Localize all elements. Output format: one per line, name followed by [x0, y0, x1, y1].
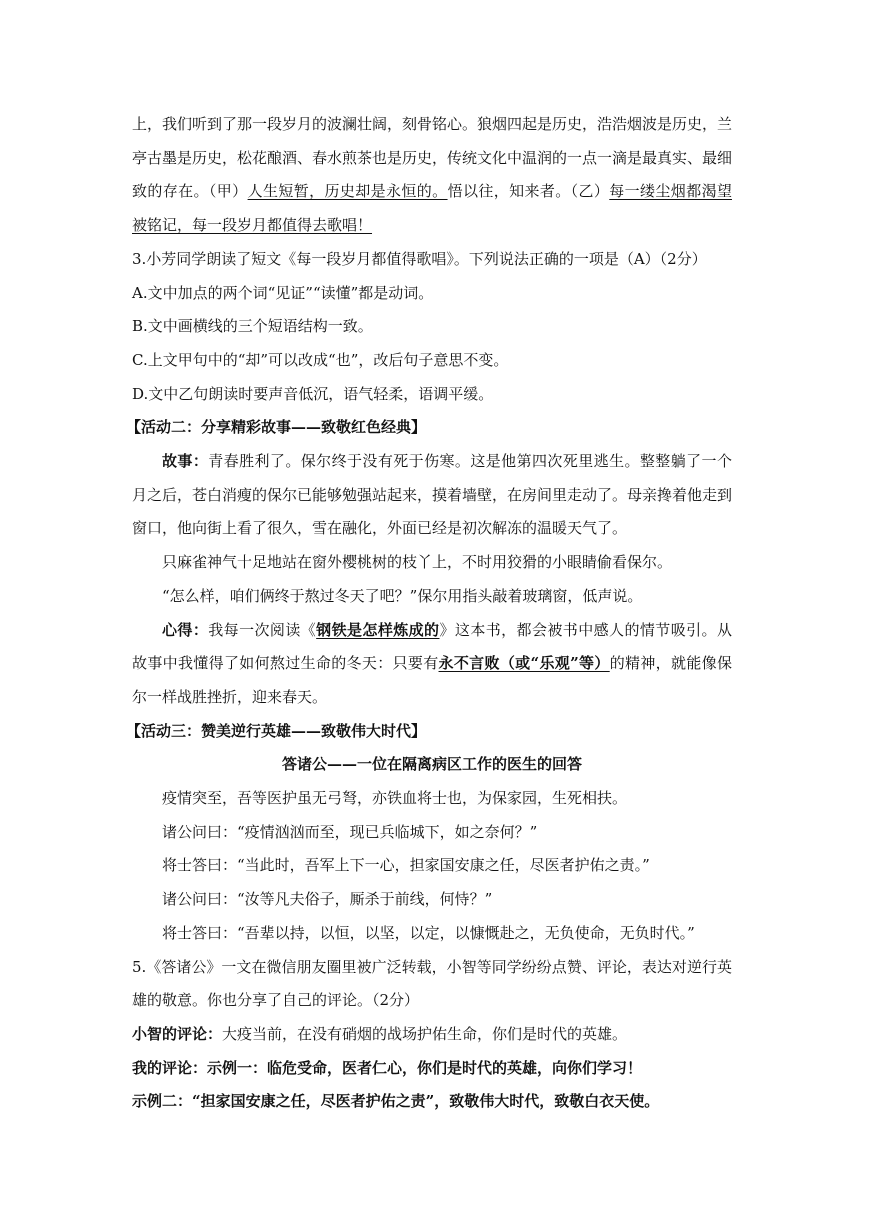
question-3-option-b: B.文中画横线的三个短语结构一致。: [132, 317, 373, 336]
essay-line: 将士答曰：“吾辈以持，以恒，以坚，以定，以慷慨赴之，无负使命，无负时代。”: [162, 923, 695, 942]
my-comment-example-2: 示例二：“担家国安康之任，尽医者护佑之责”，致敬伟大时代，致敬白衣天使。: [132, 1092, 660, 1111]
question-3-option-c: C.上文甲句中的“却”可以改成“也”，改后句子意思不变。: [132, 350, 509, 369]
passage-paragraph: [132, 108, 732, 243]
activity-2-heading: 【活动二：分享精彩故事——致敬红色经典】: [126, 418, 427, 437]
essay-line: 疫情突至，吾等医护虽无弓弩，亦铁血将士也，为保家园，生死相扶。: [162, 789, 628, 808]
xiaozhi-label: 小智的评论：: [132, 1024, 223, 1043]
insight-paragraph: [132, 614, 732, 715]
insight-text-b: 》这本书，都会被书中感人的情节吸引。从故事中我懂得了如何熬过生命的冬天：只要有: [132, 620, 732, 673]
insight-label: 心得：: [162, 620, 209, 639]
essay-line: 诸公问曰：“汝等凡夫俗子，厮杀于前线，何恃？”: [162, 890, 493, 909]
jia-label: （甲）: [208, 182, 248, 201]
essay-title: 答诸公——一位在隔离病区工作的医生的回答: [281, 755, 582, 774]
jia-sentence: 人生短暂，历史却是永恒的。: [247, 182, 448, 201]
essay-line: 诸公问曰：“疫情汹汹而至，现已兵临城下，如之奈何？”: [162, 822, 538, 841]
xiaozhi-text: 大疫当前，在没有硝烟的战场护佑生命，你们是时代的英雄。: [222, 1024, 628, 1043]
yi-label: （乙）: [570, 182, 610, 201]
story-label: 故事：: [162, 452, 209, 471]
story-dialogue-line: “怎么样，咱们俩终于熬过冬天了吧？”保尔用指头敲着玻璃窗，低声说。: [162, 586, 643, 605]
my-comment-example-1: 我的评论：示例一：临危受命，医者仁心，你们是时代的英雄，向你们学习！: [132, 1058, 643, 1077]
spirit-answer: 永不言败（或“乐观”等）: [438, 654, 610, 673]
passage-mid: 悟以往，知来者。: [447, 182, 571, 201]
xiaozhi-comment: [132, 1018, 732, 1052]
story-paragraph: [132, 445, 732, 546]
question-3-option-d: D.文中乙句朗读时要声音低沉，语气轻柔，语调平缓。: [132, 384, 494, 403]
story-sparrow-line: 只麻雀神气十足地站在窗外樱桃树的枝丫上，不时用狡猾的小眼睛偷看保尔。: [162, 553, 673, 572]
activity-3-heading: 【活动三：赞美逆行英雄——致敬伟大时代】: [126, 721, 427, 740]
yi-sentence: 每一缕尘烟都渴望被铭记，每一段岁月都值得去歌唱！: [132, 182, 732, 235]
insight-text-c: 的精神，就能像保尔一样战胜挫折，迎来春天。: [132, 654, 732, 706]
insight-text-a: 我每一次阅读《: [208, 620, 317, 639]
question-3-stem: 3.小芳同学朗读了短文《每一段岁月都值得歌唱》。下列说法正确的一项是（A）（2分）: [132, 249, 707, 268]
book-title-answer: 钢铁是怎样炼成的: [316, 620, 440, 639]
question-5-stem: 5.《答诸公》一文在微信朋友圈里被广泛转载，小智等同学纷纷点赞、评论，表达对逆行英雄的敬意。你也分享了自己的评论。（2分）: [132, 957, 732, 1010]
passage-text: 上，我们听到了那一段岁月的波澜壮阔，刻骨铭心。狼烟四起是历史，浩浩烟波是历史，兰亭古墨是历史，松花酿酒、春水煎茶也是历史，传统文化中温润的一点一滴是最真实、最细致的存在。: [132, 115, 733, 201]
document-page: [126, 108, 733, 1119]
question-3-option-a: A.文中加点的两个词“见证”“读懂”都是动词。: [132, 283, 434, 302]
story-text: 青春胜利了。保尔终于没有死于伤寒。这是他第四次死里逃生。整整躺了一个月之后，苍白消瘦的保尔已能够勉强站起来，摸着墙壁，在房间里走动了。母亲搀着他走到窗口，他向街上看了很久，雪在融化，外面已经是初次解冻的温暖天气了。: [132, 452, 733, 538]
essay-line: 将士答曰：“当此时，吾军上下一心，担家国安康之任，尽医者护佑之责。”: [162, 856, 650, 875]
